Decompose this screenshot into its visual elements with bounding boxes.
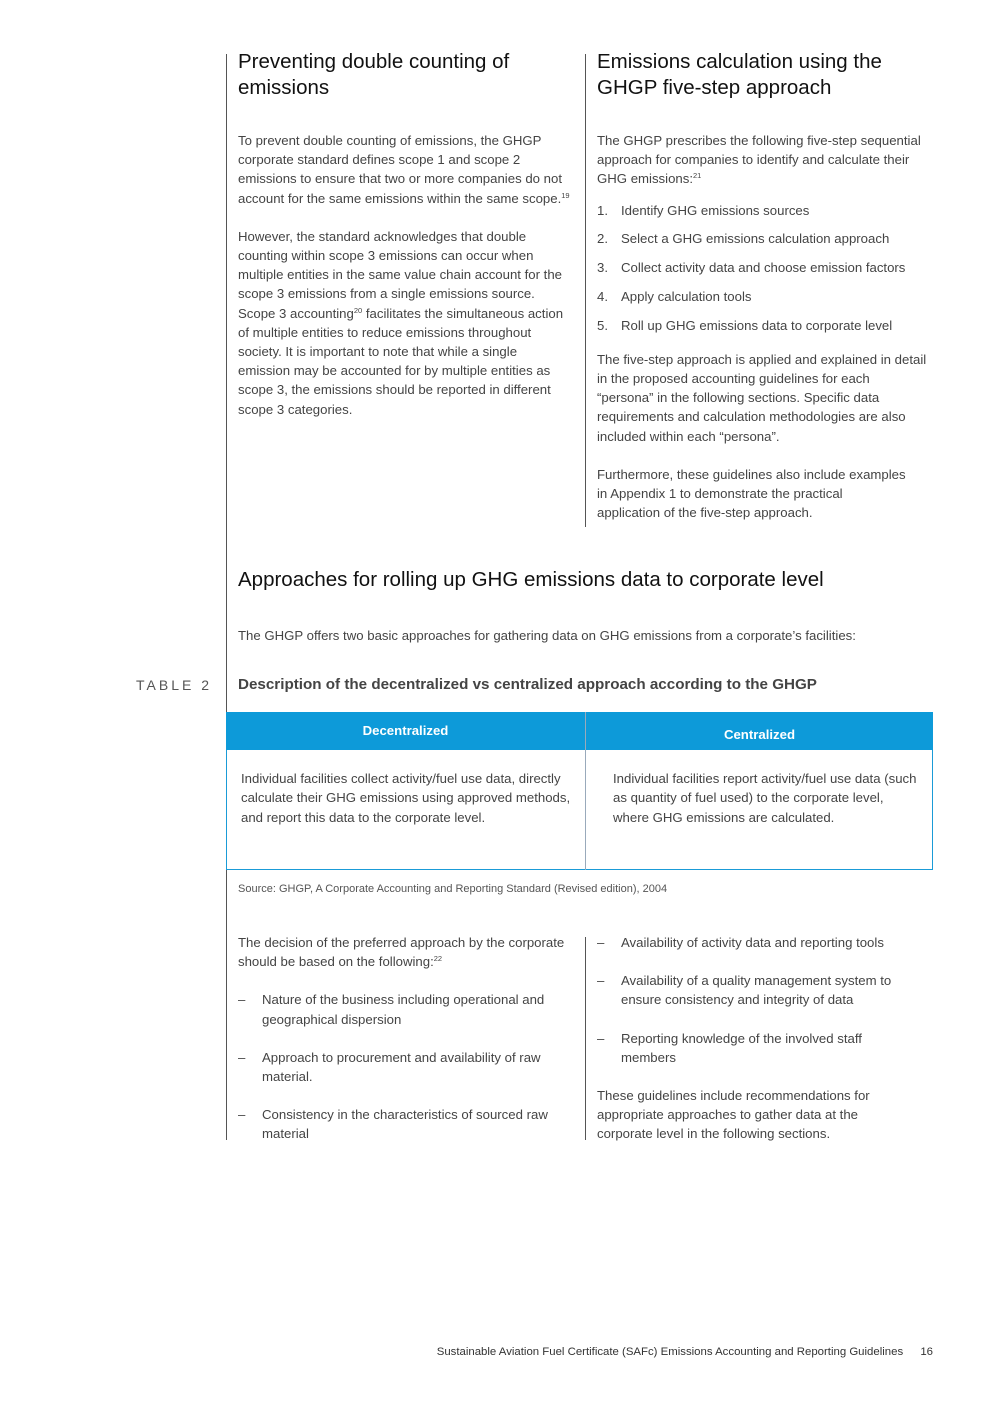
page-number: 16 [920,1346,933,1358]
rollup-heading: Approaches for rolling up GHG emissions data to corporate level [238,568,824,591]
list-item: – Availability of a quality management system to ensure consistency and integrity of data [597,973,892,1008]
table-source: Source: GHGP, A Corporate Accounting and Reporting Standard (Revised edition), 2004 [238,883,668,895]
list-item: 5. Roll up GHG emissions data to corporate level [597,317,893,333]
footnote-ref: 21 [693,171,702,181]
list-item: 4. Apply calculation tools [597,289,752,304]
decision-right-column [597,933,937,1144]
list-item: 2. Select a GHG emissions calculation approach [597,231,890,247]
five-step-para-2: The five-step approach is applied and explained in detail in the proposed accounting guidelines for each “persona” in the following sections. Specific data requirements and calculation methodologies are also included within each “persona”. [597,351,927,444]
five-step-list [597,201,942,335]
table-cell-centralized: Individual facilities report activity/fuel use data (such as quantity of fuel used) to the corporate level, where GHG emissions are calculated. [613,771,917,825]
footnote-ref: 20 [353,305,363,315]
double-counting-para-1: To prevent double counting of emissions, the GHGP corporate standard defines scope 1 and scope 2 emissions to ensure that two or more companies do not account for the same emissions within the same scope.$^{19}$ [238,133,570,206]
list-item: – Availability of activity data and reporting tools [597,935,884,950]
five-step-heading: Emissions calculation using the GHGP five-step approach [597,50,882,99]
list-item: – Consistency in the characteristics of sourced raw material [238,1107,548,1142]
decision-left-column [238,933,578,1144]
double-counting-para-2: However, the standard acknowledges that double counting within scope 3 emissions can occur when multiple entities in the same value chain account for the scope 3 emissions from a single emissions source. Scope 3 accounting$^{20}$ facilitates the simultaneous action of multiple entities to reduce emissions throughout society. It is important to note that while a single emission may be accounted for by multiple entities as scope 3, the emissions should be reported in different scope 3 categories. [238,228,564,417]
list-item: 3. Collect activity data and choose emission factors [597,260,906,276]
footnote-ref: 22 [433,954,443,964]
table-header-centralized: Centralized [586,712,933,750]
footnote-ref: 19 [561,190,570,200]
list-item: – Nature of the business including operational and geographical dispersion [238,992,545,1027]
decision-intro: The decision of the preferred approach by the corporate should be based on the following:$^{22}$ [238,935,565,970]
double-counting-heading: Preventing double counting of emissions [238,50,510,99]
decision-right-list [597,933,937,1067]
decision-left-list [238,990,578,1143]
top-right-column-rule [585,54,586,527]
list-item: – Approach to procurement and availability of raw material. [238,1049,541,1085]
double-counting-section [238,49,578,419]
footer-title: Sustainable Aviation Fuel Certificate (SAFc) Emissions Accounting and Reporting Guidelines [436,1346,904,1358]
five-step-intro: The GHGP prescribes the following five-step sequential approach for companies to identify and calculate their GHG emissions:$^{21}$ [597,133,921,187]
rollup-intro: The GHGP offers two basic approaches for gathering data on GHG emissions from a corporate’s facilities: [238,628,856,643]
table-header-decentralized: Decentralized [226,712,585,750]
decision-closing: These guidelines include recommendations for appropriate approaches to gather data at the corporate level in the following sections. [597,1088,870,1142]
bottom-right-column-rule [585,937,586,1140]
table-divider [585,712,586,870]
five-step-para-3: Furthermore, these guidelines also include examples in Appendix 1 to demonstrate the practical application of the five-step approach. [597,466,906,521]
list-item: – Reporting knowledge of the involved staff members [597,1030,862,1065]
page-footer [437,1346,933,1358]
left-column-rule [226,54,227,1140]
table-cell-decentralized: Individual facilities collect activity/fuel use data, directly calculate their GHG emissions using approved methods, and report this data to the corporate level. [241,771,571,825]
table-label: TABLE 2 [136,677,212,693]
five-step-section [597,49,942,522]
list-item: 1. Identify GHG emissions sources [597,202,810,218]
table-caption: Description of the decentralized vs centralized approach according to the GHGP [238,676,817,693]
